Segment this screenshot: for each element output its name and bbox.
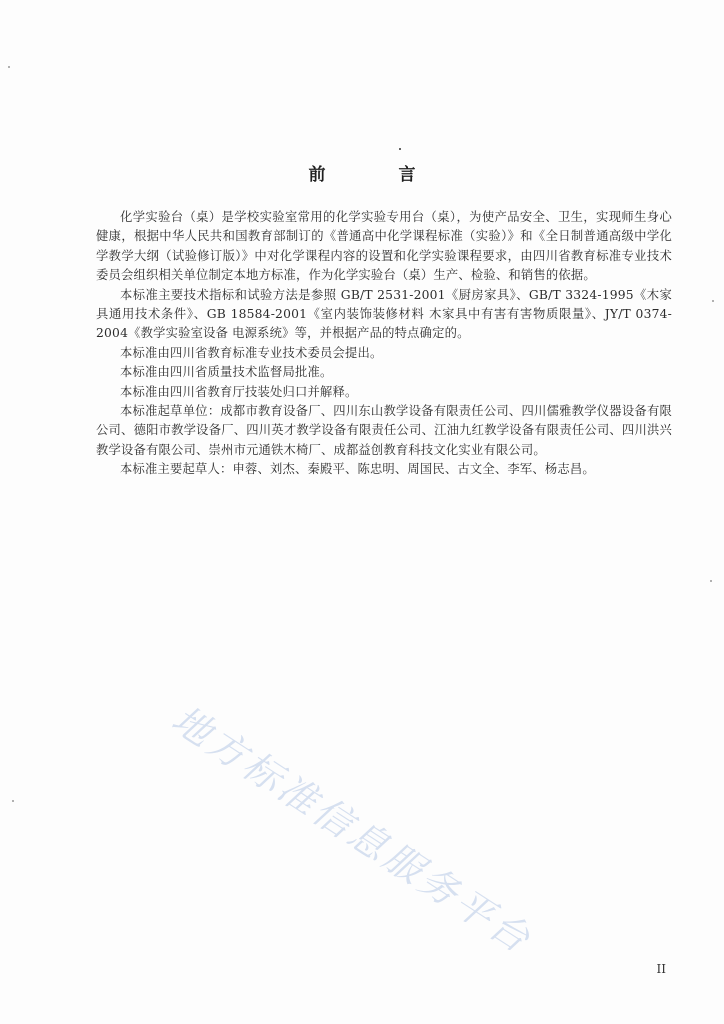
- watermark-text: 地方标准信息服务平台: [164, 696, 541, 963]
- page-title: 前 言: [308, 165, 444, 185]
- scan-speck: [710, 580, 712, 582]
- scan-speck: [12, 800, 14, 802]
- scan-speck: [8, 66, 10, 68]
- paragraph-references: 本标准主要技术指标和试验方法是参照 GB/T 2531-2001《厨房家具》、GB/T 3324-1995《木家具通用技术条件》、GB 18584-2001《室内装饰装修材料 木家具中有害有害物质限量》、JY/T 0374-2004《教学实验室设备 电源系统》等，并根据产品的特点确定的。: [96, 287, 672, 341]
- paragraph-scope: 化学实验台（桌）是学校实验室常用的化学实验专用台（桌），为使产品安全、卫生，实现师生身心健康，根据中华人民共和国教育部制订的《普通高中化学课程标准（实验）》和《全日制普通高级中学化学教学大纲（试验修订版）》中对化学课程内容的设置和化学实验课程要求，由四川省教育标准专业技术委员会组织相关单位制定本地方标准，作为化学实验台（桌）生产、检验、和销售的依据。: [96, 210, 672, 283]
- paragraph-interpreted-by: 本标准由四川省教育厅技装处归口并解释。: [120, 384, 358, 399]
- scan-speck: [399, 148, 401, 150]
- page-number: II: [656, 962, 666, 976]
- foreword-body: [96, 208, 672, 480]
- paragraph-drafting-units: 本标准起草单位：成都市教育设备厂、四川东山教学设备有限责任公司、四川儒雅教学仪器设备有限公司、德阳市教学设备厂、四川英才教学设备有限责任公司、江油九红教学设备有限责任公司、四川洪兴教学设备有限公司、崇州市元通铁木椅厂、成都益创教育科技文化实业有限公司。: [96, 404, 672, 457]
- paragraph-drafters: 本标准主要起草人：申蓉、刘杰、秦殿平、陈忠明、周国民、古文全、李军、杨志昌。: [120, 462, 595, 477]
- scan-speck: [712, 300, 714, 302]
- paragraph-approved-by: 本标准由四川省质量技术监督局批准。: [120, 365, 333, 380]
- paragraph-proposed-by: 本标准由四川省教育标准专业技术委员会提出。: [120, 345, 383, 360]
